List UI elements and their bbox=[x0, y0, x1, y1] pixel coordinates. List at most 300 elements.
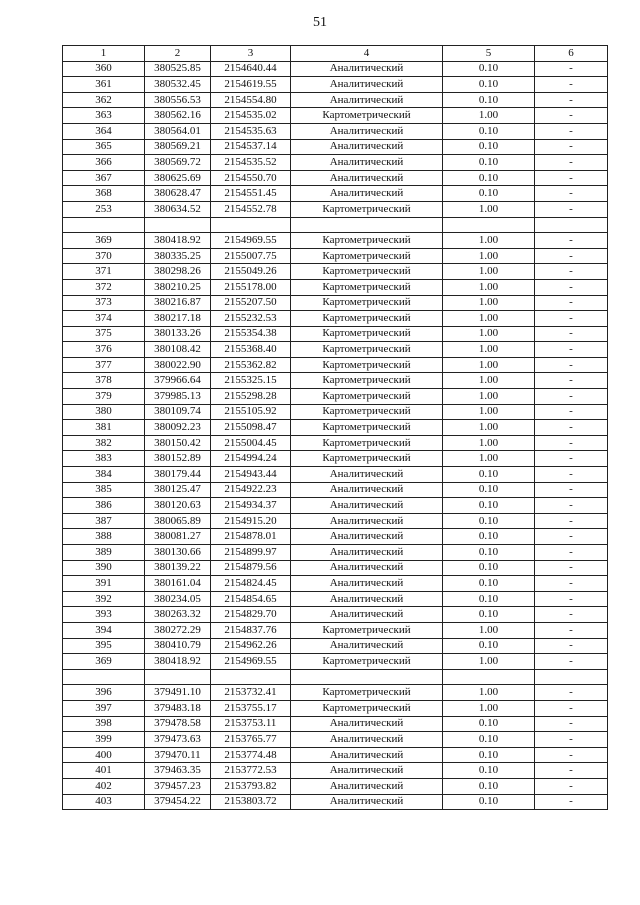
table-cell: Аналитический bbox=[291, 498, 443, 514]
table-cell: Картометрический bbox=[291, 420, 443, 436]
table-cell: 2154619.55 bbox=[211, 77, 291, 93]
table-row bbox=[63, 763, 608, 779]
table-cell: 402 bbox=[63, 778, 145, 794]
table-cell: 360 bbox=[63, 61, 145, 77]
table-cell: 1.00 bbox=[443, 201, 535, 217]
table-cell: Картометрический bbox=[291, 248, 443, 264]
table-cell: - bbox=[535, 279, 608, 295]
table-cell: 2155325.15 bbox=[211, 373, 291, 389]
table-cell: 370 bbox=[63, 248, 145, 264]
table-cell: 2155049.26 bbox=[211, 264, 291, 280]
table-cell: 2153793.82 bbox=[211, 778, 291, 794]
column-header: 1 bbox=[63, 46, 145, 62]
table-cell: Картометрический bbox=[291, 357, 443, 373]
table-cell: 0.10 bbox=[443, 92, 535, 108]
table-cell: Аналитический bbox=[291, 123, 443, 139]
table-cell: 376 bbox=[63, 342, 145, 358]
table-cell: 2155298.28 bbox=[211, 389, 291, 405]
table-cell: - bbox=[535, 435, 608, 451]
table-cell: - bbox=[535, 576, 608, 592]
column-header: 5 bbox=[443, 46, 535, 62]
table-cell: 2155007.75 bbox=[211, 248, 291, 264]
table-cell: 0.10 bbox=[443, 529, 535, 545]
table-cell: 2154922.23 bbox=[211, 482, 291, 498]
table-cell: 387 bbox=[63, 513, 145, 529]
table-cell: 2153765.77 bbox=[211, 732, 291, 748]
page-number: 51 bbox=[313, 15, 327, 30]
table-cell: 380625.69 bbox=[145, 170, 211, 186]
table-cell: - bbox=[535, 685, 608, 701]
table-cell: 380108.42 bbox=[145, 342, 211, 358]
table-cell: 378 bbox=[63, 373, 145, 389]
table-cell: 403 bbox=[63, 794, 145, 810]
table-cell: - bbox=[535, 186, 608, 202]
table-cell: 379454.22 bbox=[145, 794, 211, 810]
table-row bbox=[63, 404, 608, 420]
table-cell: - bbox=[535, 638, 608, 654]
table-cell: - bbox=[535, 591, 608, 607]
table-cell: 2155368.40 bbox=[211, 342, 291, 358]
table-cell: 0.10 bbox=[443, 763, 535, 779]
table-cell: 380081.27 bbox=[145, 529, 211, 545]
table-row bbox=[63, 513, 608, 529]
table-cell: 2154943.44 bbox=[211, 467, 291, 483]
table-cell: 379473.63 bbox=[145, 732, 211, 748]
table-cell: 380564.01 bbox=[145, 123, 211, 139]
table-row bbox=[63, 435, 608, 451]
table-cell: 371 bbox=[63, 264, 145, 280]
table-cell: - bbox=[535, 545, 608, 561]
table-cell: 380217.18 bbox=[145, 311, 211, 327]
table-row bbox=[63, 622, 608, 638]
table-cell: 1.00 bbox=[443, 248, 535, 264]
table-cell: Аналитический bbox=[291, 467, 443, 483]
table-cell: Аналитический bbox=[291, 92, 443, 108]
table-cell: Аналитический bbox=[291, 170, 443, 186]
table-cell: - bbox=[535, 529, 608, 545]
table-cell: - bbox=[535, 560, 608, 576]
table-cell: Картометрический bbox=[291, 435, 443, 451]
table-cell: Аналитический bbox=[291, 763, 443, 779]
table-cell: 380532.45 bbox=[145, 77, 211, 93]
table-cell: 380298.26 bbox=[145, 264, 211, 280]
table-cell: 1.00 bbox=[443, 373, 535, 389]
table-cell: 380410.79 bbox=[145, 638, 211, 654]
table-cell: 379966.64 bbox=[145, 373, 211, 389]
table-cell: - bbox=[535, 451, 608, 467]
table-row bbox=[63, 357, 608, 373]
table-cell: Аналитический bbox=[291, 560, 443, 576]
table-row bbox=[63, 576, 608, 592]
table-cell: 379491.10 bbox=[145, 685, 211, 701]
table-cell: Картометрический bbox=[291, 685, 443, 701]
table-cell: 380 bbox=[63, 404, 145, 420]
table-cell: 379 bbox=[63, 389, 145, 405]
table-cell: - bbox=[535, 201, 608, 217]
table-cell: 380092.23 bbox=[145, 420, 211, 436]
table-cell: 2153753.11 bbox=[211, 716, 291, 732]
table-cell: Аналитический bbox=[291, 139, 443, 155]
table-cell: 379463.35 bbox=[145, 763, 211, 779]
table-row bbox=[63, 482, 608, 498]
table-cell: 385 bbox=[63, 482, 145, 498]
table-cell: 379483.18 bbox=[145, 700, 211, 716]
table-cell: 361 bbox=[63, 77, 145, 93]
table-cell: 380022.90 bbox=[145, 357, 211, 373]
table-cell-empty bbox=[145, 217, 211, 233]
table-cell: 399 bbox=[63, 732, 145, 748]
table-cell: 0.10 bbox=[443, 794, 535, 810]
table-cell: 2153803.72 bbox=[211, 794, 291, 810]
table-cell-empty bbox=[443, 669, 535, 685]
table-row bbox=[63, 389, 608, 405]
table-cell: 1.00 bbox=[443, 389, 535, 405]
table-cell: 0.10 bbox=[443, 467, 535, 483]
table-cell-empty bbox=[63, 217, 145, 233]
table-cell-empty bbox=[291, 669, 443, 685]
table-cell: 1.00 bbox=[443, 622, 535, 638]
table-cell: - bbox=[535, 248, 608, 264]
table-cell: 0.10 bbox=[443, 716, 535, 732]
table-row bbox=[63, 123, 608, 139]
table-cell: - bbox=[535, 716, 608, 732]
table-cell: 1.00 bbox=[443, 295, 535, 311]
table-cell: 2154962.26 bbox=[211, 638, 291, 654]
table-cell: 379985.13 bbox=[145, 389, 211, 405]
table-row bbox=[63, 560, 608, 576]
table-row bbox=[63, 108, 608, 124]
table-cell: 390 bbox=[63, 560, 145, 576]
table-cell: Картометрический bbox=[291, 201, 443, 217]
table-cell: - bbox=[535, 342, 608, 358]
table-cell: 2155232.53 bbox=[211, 311, 291, 327]
table-cell: 0.10 bbox=[443, 77, 535, 93]
table-cell: - bbox=[535, 77, 608, 93]
table-cell: 2154934.37 bbox=[211, 498, 291, 514]
table-cell: 380109.74 bbox=[145, 404, 211, 420]
table-cell: 1.00 bbox=[443, 451, 535, 467]
table-cell: 380210.25 bbox=[145, 279, 211, 295]
table-cell: Аналитический bbox=[291, 607, 443, 623]
table-cell: Аналитический bbox=[291, 77, 443, 93]
table-cell: 383 bbox=[63, 451, 145, 467]
table-cell: Аналитический bbox=[291, 716, 443, 732]
table-cell: 2153755.17 bbox=[211, 700, 291, 716]
table-cell: 2155207.50 bbox=[211, 295, 291, 311]
table-cell: 382 bbox=[63, 435, 145, 451]
table-cell: 1.00 bbox=[443, 326, 535, 342]
table-cell: Картометрический bbox=[291, 389, 443, 405]
table-cell: 0.10 bbox=[443, 732, 535, 748]
table-cell: 392 bbox=[63, 591, 145, 607]
table-cell: 0.10 bbox=[443, 591, 535, 607]
table-cell: 2154854.65 bbox=[211, 591, 291, 607]
table-row bbox=[63, 155, 608, 171]
table-cell: Аналитический bbox=[291, 61, 443, 77]
table-row bbox=[63, 139, 608, 155]
table-cell: 368 bbox=[63, 186, 145, 202]
table-cell: 380272.29 bbox=[145, 622, 211, 638]
table-cell: 366 bbox=[63, 155, 145, 171]
table-cell: 2154535.02 bbox=[211, 108, 291, 124]
table-cell: 0.10 bbox=[443, 61, 535, 77]
table-row bbox=[63, 420, 608, 436]
table-row bbox=[63, 92, 608, 108]
table-cell: 2154535.63 bbox=[211, 123, 291, 139]
table-cell: 380335.25 bbox=[145, 248, 211, 264]
table-cell: 380161.04 bbox=[145, 576, 211, 592]
table-cell: - bbox=[535, 732, 608, 748]
table-cell: Аналитический bbox=[291, 186, 443, 202]
table-cell: - bbox=[535, 513, 608, 529]
table-cell: 372 bbox=[63, 279, 145, 295]
table-row bbox=[63, 467, 608, 483]
table-cell: 2155362.82 bbox=[211, 357, 291, 373]
table-row bbox=[63, 700, 608, 716]
table-row bbox=[63, 638, 608, 654]
table-cell: 2153772.53 bbox=[211, 763, 291, 779]
table-row bbox=[63, 373, 608, 389]
table-cell: 400 bbox=[63, 747, 145, 763]
table-cell-empty bbox=[535, 669, 608, 685]
table-cell: 1.00 bbox=[443, 108, 535, 124]
table-row bbox=[63, 264, 608, 280]
table-cell: Аналитический bbox=[291, 576, 443, 592]
table-cell: Аналитический bbox=[291, 513, 443, 529]
column-header: 4 bbox=[291, 46, 443, 62]
table-cell: Картометрический bbox=[291, 326, 443, 342]
table-cell: - bbox=[535, 108, 608, 124]
column-header: 6 bbox=[535, 46, 608, 62]
table-cell: 0.10 bbox=[443, 560, 535, 576]
table-row bbox=[63, 591, 608, 607]
table-row bbox=[63, 295, 608, 311]
table-cell: - bbox=[535, 264, 608, 280]
table-cell: 380634.52 bbox=[145, 201, 211, 217]
table-cell: 380179.44 bbox=[145, 467, 211, 483]
table-cell: Аналитический bbox=[291, 732, 443, 748]
table-cell-empty bbox=[145, 669, 211, 685]
table-cell: - bbox=[535, 389, 608, 405]
table-cell: Картометрический bbox=[291, 342, 443, 358]
table-cell: 2154640.44 bbox=[211, 61, 291, 77]
table-cell: - bbox=[535, 700, 608, 716]
table-cell: Аналитический bbox=[291, 778, 443, 794]
table-cell: 2154550.70 bbox=[211, 170, 291, 186]
table-cell: - bbox=[535, 233, 608, 249]
table-cell: Картометрический bbox=[291, 700, 443, 716]
table-cell: 2154879.56 bbox=[211, 560, 291, 576]
table-body bbox=[63, 61, 608, 810]
table-cell: Аналитический bbox=[291, 747, 443, 763]
table-cell: - bbox=[535, 295, 608, 311]
column-header: 2 bbox=[145, 46, 211, 62]
table-row bbox=[63, 654, 608, 670]
table-cell: 1.00 bbox=[443, 311, 535, 327]
table-cell: 397 bbox=[63, 700, 145, 716]
table-cell: 380628.47 bbox=[145, 186, 211, 202]
table-cell: - bbox=[535, 61, 608, 77]
table-cell: 380569.72 bbox=[145, 155, 211, 171]
table-cell: 2153774.48 bbox=[211, 747, 291, 763]
table-row bbox=[63, 279, 608, 295]
table-cell: 386 bbox=[63, 498, 145, 514]
table-cell: 380152.89 bbox=[145, 451, 211, 467]
table-cell: 0.10 bbox=[443, 545, 535, 561]
table-cell: - bbox=[535, 155, 608, 171]
table-cell: - bbox=[535, 778, 608, 794]
table-cell: - bbox=[535, 311, 608, 327]
table-cell: 389 bbox=[63, 545, 145, 561]
table-cell: Картометрический bbox=[291, 295, 443, 311]
table-cell: - bbox=[535, 747, 608, 763]
table-cell: 384 bbox=[63, 467, 145, 483]
table-cell: 377 bbox=[63, 357, 145, 373]
table-row bbox=[63, 77, 608, 93]
table-cell: 391 bbox=[63, 576, 145, 592]
table-cell: 2154829.70 bbox=[211, 607, 291, 623]
table-cell-empty bbox=[211, 669, 291, 685]
table-cell: 381 bbox=[63, 420, 145, 436]
table-row bbox=[63, 311, 608, 327]
table-cell: 2154552.78 bbox=[211, 201, 291, 217]
table-row bbox=[63, 545, 608, 561]
table-cell: - bbox=[535, 326, 608, 342]
table-cell: - bbox=[535, 404, 608, 420]
table-cell: - bbox=[535, 498, 608, 514]
table-cell: 380139.22 bbox=[145, 560, 211, 576]
table-cell: 365 bbox=[63, 139, 145, 155]
table-row bbox=[63, 498, 608, 514]
table-cell-empty bbox=[443, 217, 535, 233]
table-cell: 0.10 bbox=[443, 123, 535, 139]
table-cell: 0.10 bbox=[443, 170, 535, 186]
table-cell: Аналитический bbox=[291, 155, 443, 171]
table-cell-empty bbox=[291, 217, 443, 233]
table-cell: 363 bbox=[63, 108, 145, 124]
table-separator-row bbox=[63, 217, 608, 233]
table-cell: Картометрический bbox=[291, 108, 443, 124]
table-cell: Аналитический bbox=[291, 529, 443, 545]
table-cell: 1.00 bbox=[443, 404, 535, 420]
table-row bbox=[63, 201, 608, 217]
table-cell: 367 bbox=[63, 170, 145, 186]
table-cell: - bbox=[535, 763, 608, 779]
table-row bbox=[63, 326, 608, 342]
table-cell: 2155098.47 bbox=[211, 420, 291, 436]
table-separator-row bbox=[63, 669, 608, 685]
table-cell: 2155178.00 bbox=[211, 279, 291, 295]
table-cell: Аналитический bbox=[291, 794, 443, 810]
table-cell: 1.00 bbox=[443, 264, 535, 280]
table-cell: 0.10 bbox=[443, 498, 535, 514]
table-row bbox=[63, 342, 608, 358]
table-cell: 2155004.45 bbox=[211, 435, 291, 451]
table-cell: 0.10 bbox=[443, 186, 535, 202]
table-cell: 1.00 bbox=[443, 654, 535, 670]
table-cell: - bbox=[535, 357, 608, 373]
table-cell: 2154554.80 bbox=[211, 92, 291, 108]
table-cell: 0.10 bbox=[443, 513, 535, 529]
table-cell: 380569.21 bbox=[145, 139, 211, 155]
table-cell: 2154994.24 bbox=[211, 451, 291, 467]
table-cell: 401 bbox=[63, 763, 145, 779]
table-cell: 0.10 bbox=[443, 139, 535, 155]
table-cell: 1.00 bbox=[443, 700, 535, 716]
table-cell: 380133.26 bbox=[145, 326, 211, 342]
table-cell: - bbox=[535, 92, 608, 108]
table-cell: 0.10 bbox=[443, 778, 535, 794]
table-cell: 0.10 bbox=[443, 482, 535, 498]
table-cell: Картометрический bbox=[291, 233, 443, 249]
table-cell: 393 bbox=[63, 607, 145, 623]
table-cell: 395 bbox=[63, 638, 145, 654]
table-cell: 2154535.52 bbox=[211, 155, 291, 171]
table-cell: 388 bbox=[63, 529, 145, 545]
table-row bbox=[63, 233, 608, 249]
table-row bbox=[63, 732, 608, 748]
table-row bbox=[63, 716, 608, 732]
table-cell: 380525.85 bbox=[145, 61, 211, 77]
table-cell: 362 bbox=[63, 92, 145, 108]
table-cell: 369 bbox=[63, 233, 145, 249]
table-cell: 1.00 bbox=[443, 233, 535, 249]
table-cell: 380150.42 bbox=[145, 435, 211, 451]
coordinates-table bbox=[62, 45, 608, 810]
table-cell: 380418.92 bbox=[145, 654, 211, 670]
table-cell: Картометрический bbox=[291, 622, 443, 638]
table-cell: 0.10 bbox=[443, 576, 535, 592]
table-row bbox=[63, 186, 608, 202]
table-cell: 2154878.01 bbox=[211, 529, 291, 545]
table-cell: - bbox=[535, 467, 608, 483]
table-cell: 2154969.55 bbox=[211, 233, 291, 249]
table-cell: 369 bbox=[63, 654, 145, 670]
table-cell: 1.00 bbox=[443, 435, 535, 451]
table-cell: Картометрический bbox=[291, 279, 443, 295]
table-row bbox=[63, 747, 608, 763]
table-cell: - bbox=[535, 373, 608, 389]
table-cell: 394 bbox=[63, 622, 145, 638]
table-cell: 380418.92 bbox=[145, 233, 211, 249]
table-cell: Аналитический bbox=[291, 591, 443, 607]
table-header-row bbox=[63, 46, 608, 62]
table-cell: 380234.05 bbox=[145, 591, 211, 607]
table-cell: 364 bbox=[63, 123, 145, 139]
table-cell: 1.00 bbox=[443, 279, 535, 295]
table-cell: - bbox=[535, 123, 608, 139]
table-cell: 2154824.45 bbox=[211, 576, 291, 592]
table-cell: 373 bbox=[63, 295, 145, 311]
table-cell: 2154915.20 bbox=[211, 513, 291, 529]
table-cell: 0.10 bbox=[443, 155, 535, 171]
table-row bbox=[63, 685, 608, 701]
table-cell: 379470.11 bbox=[145, 747, 211, 763]
table-cell: - bbox=[535, 170, 608, 186]
table-cell: 253 bbox=[63, 201, 145, 217]
table-cell: 375 bbox=[63, 326, 145, 342]
column-header: 3 bbox=[211, 46, 291, 62]
table-cell: 1.00 bbox=[443, 685, 535, 701]
table-row bbox=[63, 529, 608, 545]
table-cell: 2154551.45 bbox=[211, 186, 291, 202]
table-cell: 1.00 bbox=[443, 342, 535, 358]
table-cell: Картометрический bbox=[291, 373, 443, 389]
table-cell: - bbox=[535, 794, 608, 810]
table-cell-empty bbox=[211, 217, 291, 233]
table-cell: Картометрический bbox=[291, 264, 443, 280]
table-cell: 2155105.92 bbox=[211, 404, 291, 420]
